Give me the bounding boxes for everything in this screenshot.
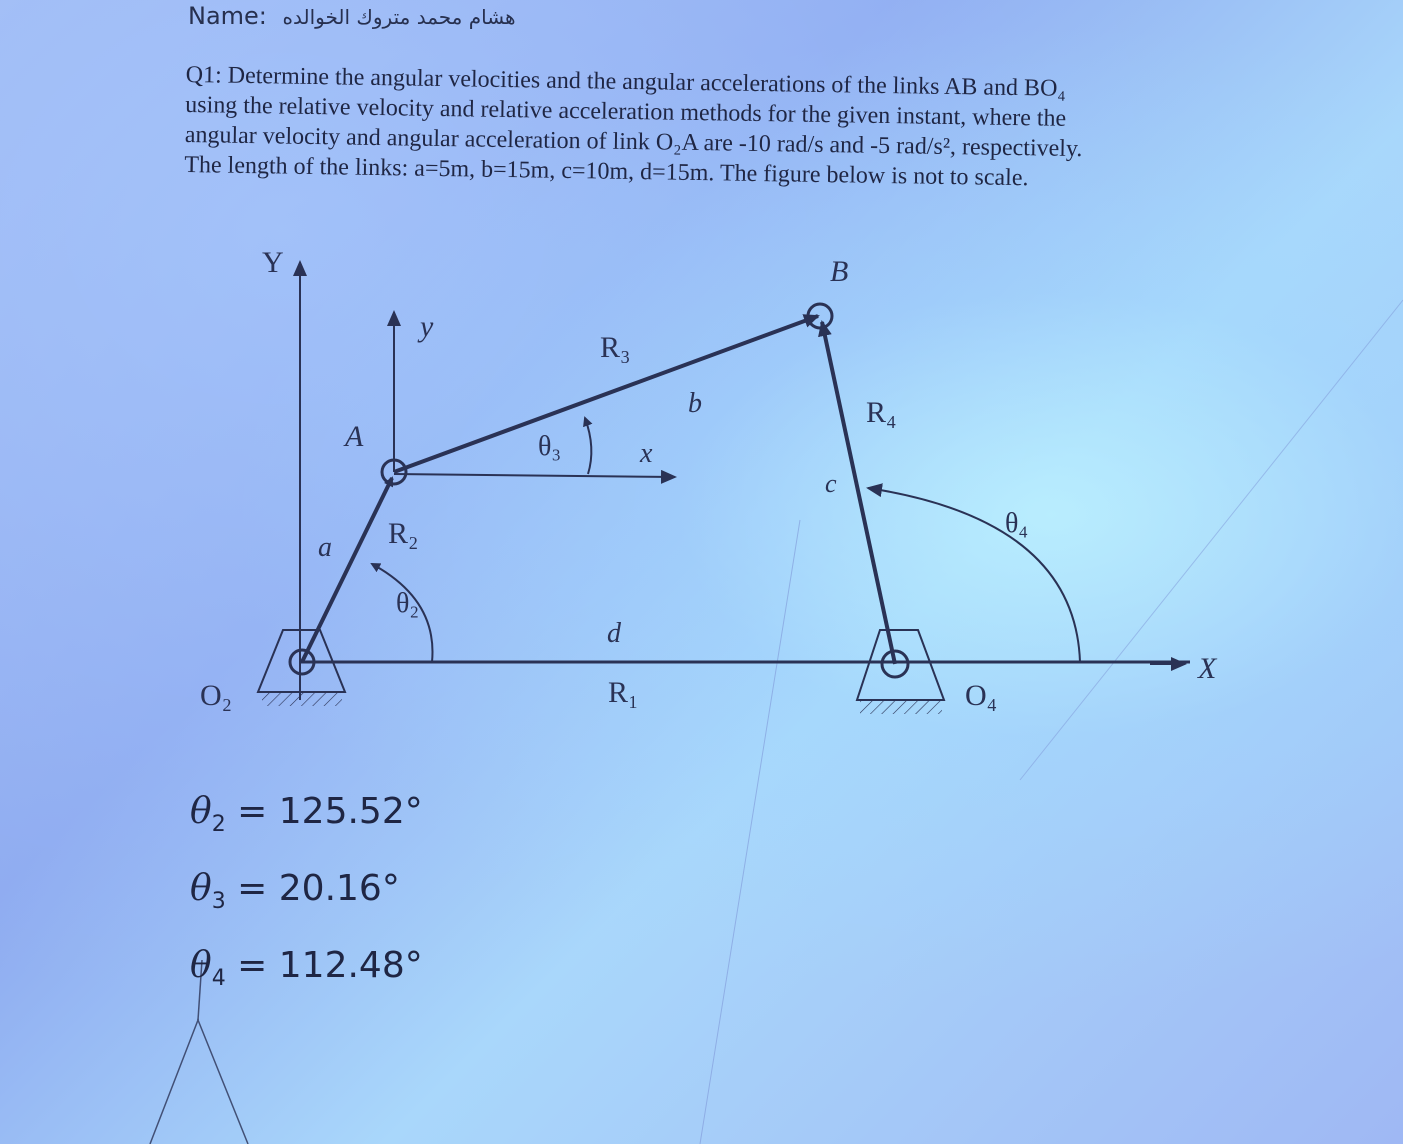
question-line-1: Q1: Determine the angular velocities and the angular accelerations of the links AB and BO₄: [185, 61, 1066, 102]
theta4-equation: $\theta_4 = 112.48^\circ$: [190, 945, 423, 992]
joint-b-label: B: [830, 255, 849, 288]
question-line-4: The length of the links: a=5m, b=15m, c=10m, d=15m. The figure below is not to scale.: [184, 151, 1029, 192]
link-a-label: a: [318, 532, 332, 563]
r4-label: R₄: [866, 396, 897, 429]
global-x-axis-label: X: [1198, 652, 1217, 685]
r2-label: R₂: [388, 517, 419, 550]
theta3-value: 20.16°: [278, 868, 400, 910]
theta4-label: θ₄: [1005, 508, 1029, 539]
link-d-label: d: [607, 618, 621, 649]
theta3-equation: $\theta_3 = 20.16^\circ$: [190, 868, 400, 915]
theta4-arc: [868, 488, 1080, 662]
question-line-2: using the relative velocity and relative acceleration methods for the given instant, where the: [185, 91, 1067, 132]
local-y-axis-label: y: [420, 310, 434, 343]
paper-fold-line: [700, 520, 800, 1144]
paper-fold-line: [1020, 300, 1403, 780]
question-line-3: angular velocity and angular acceleration of link O₂A are -10 rad/s and -5 rad/s², respectively.: [184, 121, 1083, 163]
joint-a-label: A: [345, 420, 364, 453]
link-b-label: b: [688, 388, 702, 419]
joint-b: [808, 304, 832, 328]
o2-label: O₂: [200, 679, 233, 712]
local-x-axis: [394, 474, 675, 477]
given-angles: [190, 780, 423, 1012]
r3-label: R₃: [600, 331, 631, 364]
link-c-label: c: [825, 469, 837, 498]
theta4-value: 112.48°: [278, 945, 423, 987]
theta2-equation: $\theta_2 = 125.52^\circ$: [190, 791, 423, 838]
r1-label: R₁: [608, 676, 639, 709]
name-label: Name:: [188, 2, 267, 30]
student-name: هشام محمد متروك الخوالده: [282, 5, 516, 29]
local-x-axis-label: x: [640, 438, 653, 469]
theta3-label: θ₃: [538, 431, 562, 462]
theta2-value: 125.52°: [278, 791, 423, 832]
o4-label: O₄: [965, 679, 998, 712]
o2-ground-support: [258, 630, 345, 706]
crank-link-r2: [302, 478, 392, 662]
pencil-mark: [150, 1020, 248, 1144]
global-y-axis-label: Y: [262, 246, 284, 279]
theta3-arc: [585, 418, 591, 474]
o4-ground-support: [857, 630, 944, 714]
theta2-label: θ₂: [396, 588, 420, 619]
